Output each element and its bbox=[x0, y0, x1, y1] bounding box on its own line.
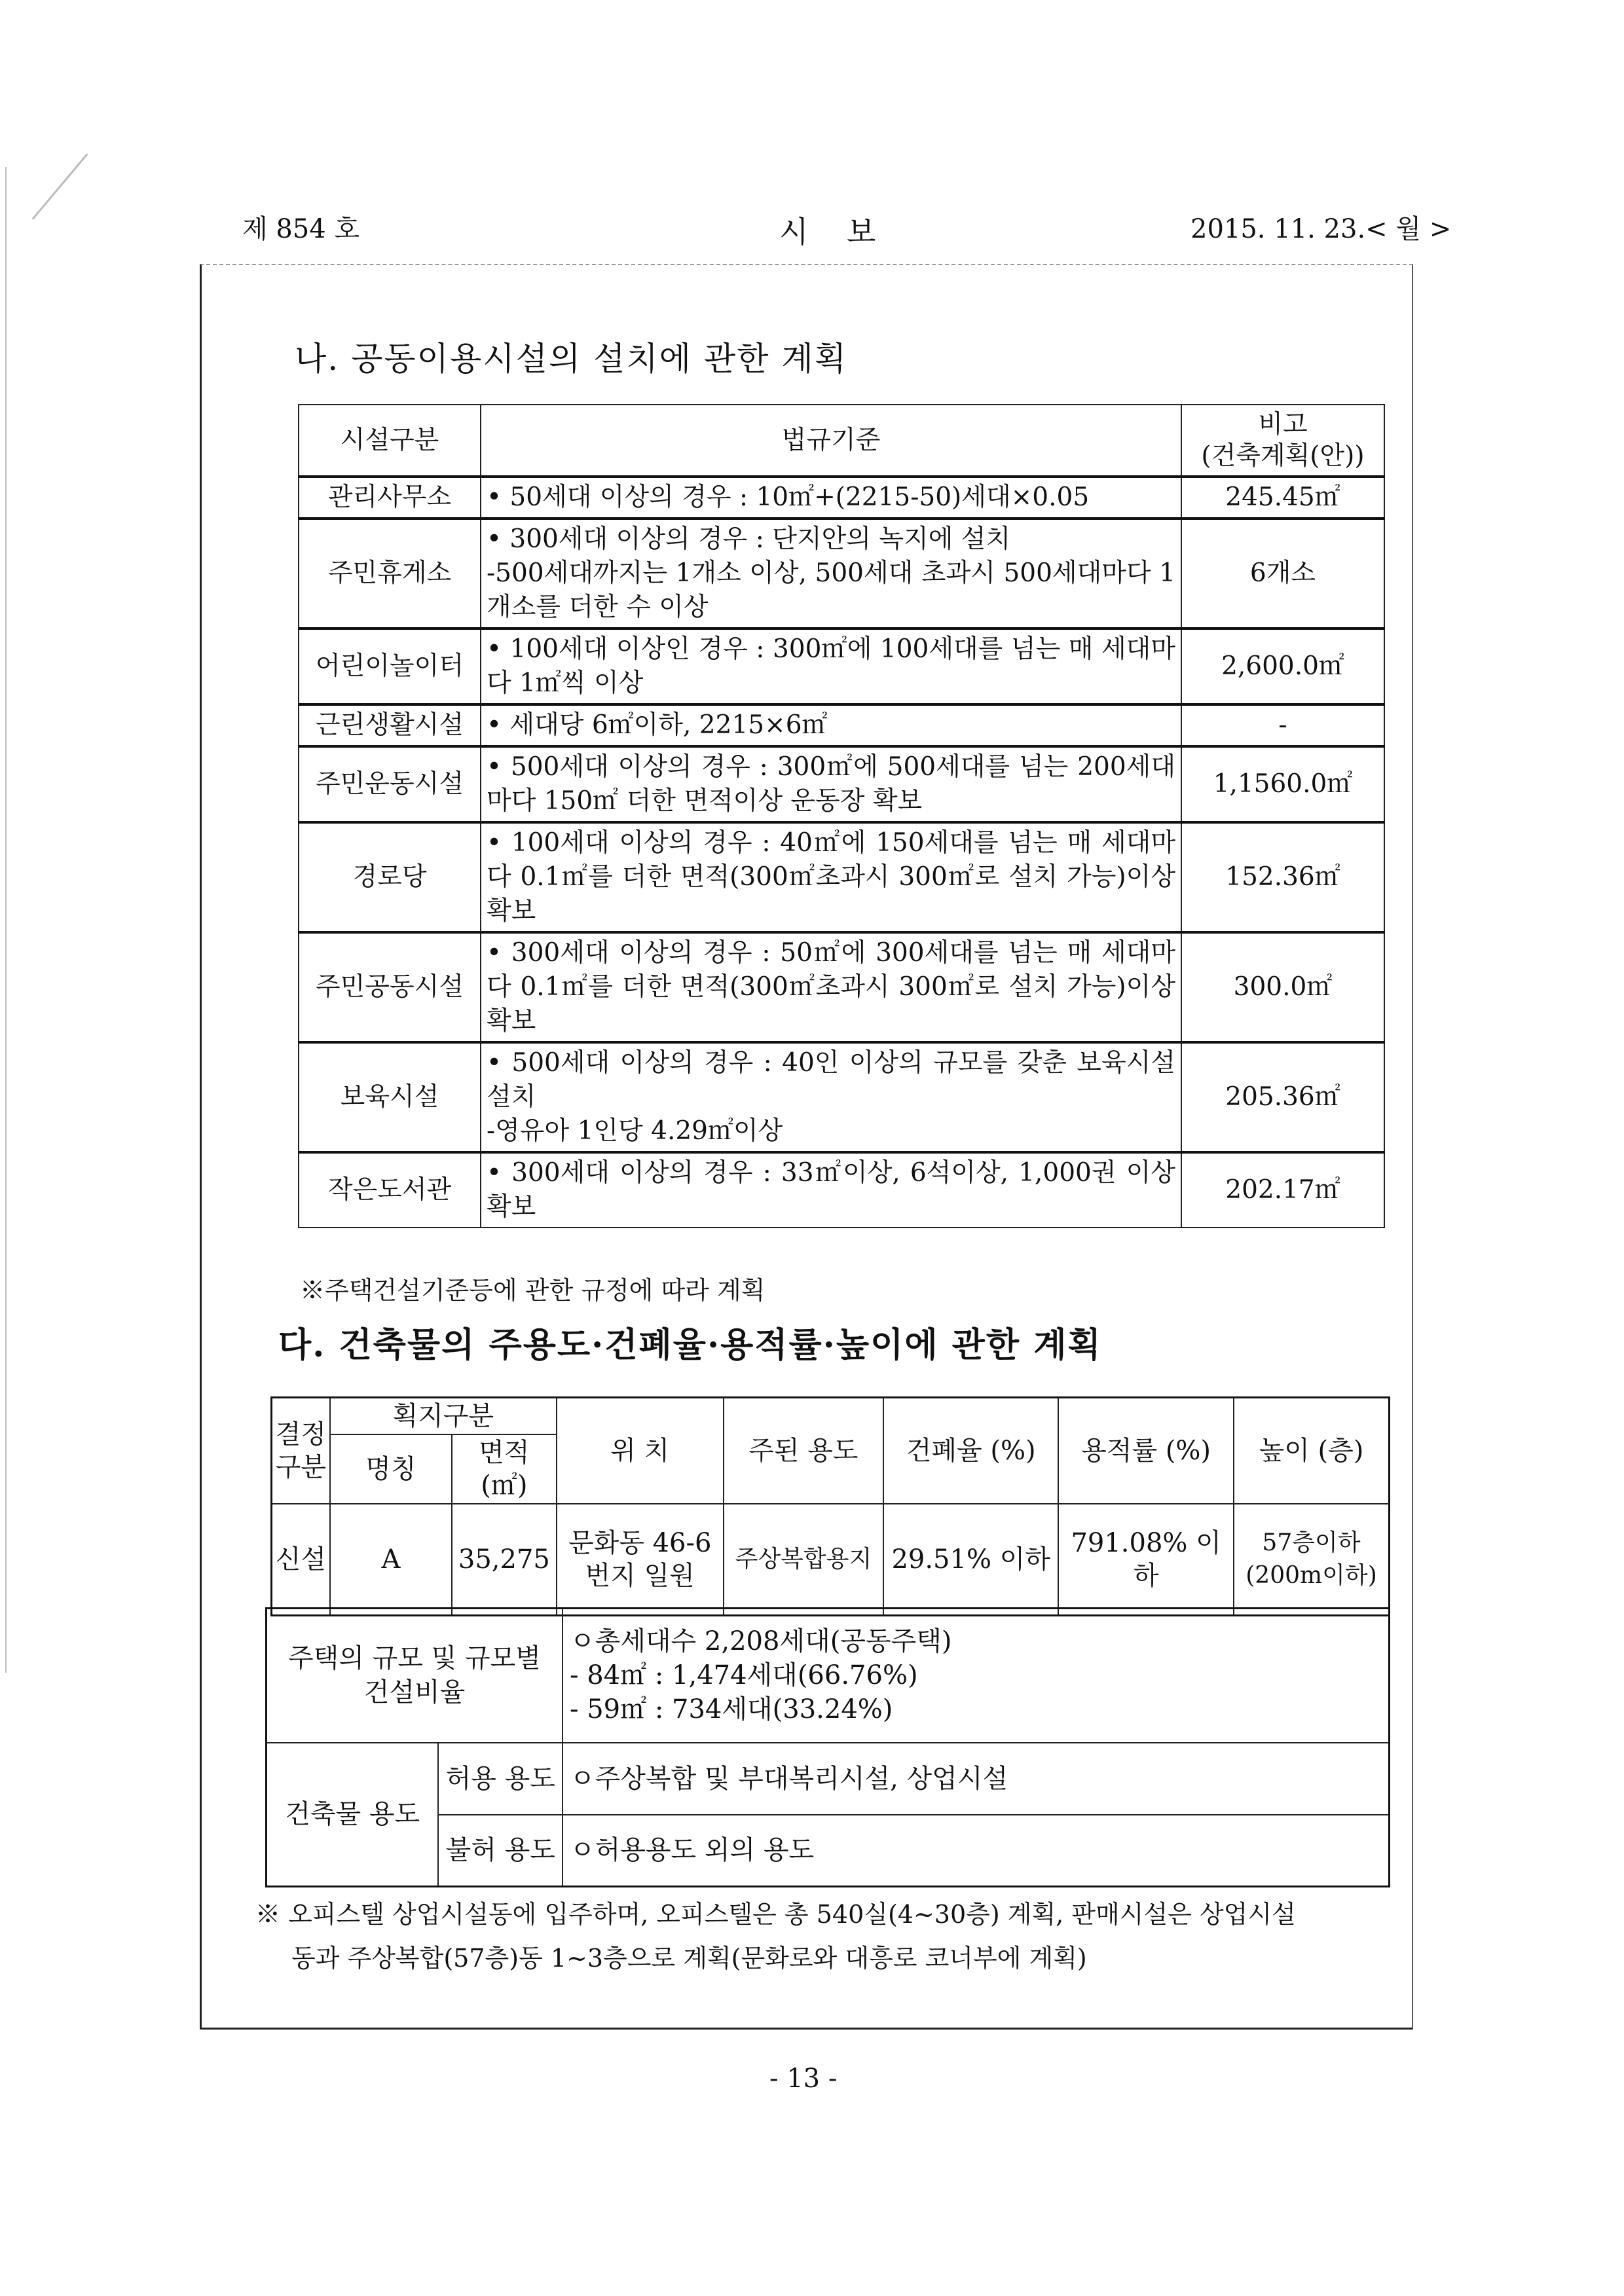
building-use-label: 건축물 용도 bbox=[267, 1743, 439, 1887]
facility-remark: 152.36㎡ bbox=[1181, 822, 1384, 932]
cell-decision: 신설 bbox=[272, 1504, 330, 1615]
col-header-criteria: 법규기준 bbox=[481, 405, 1181, 477]
cell-height: 57층이하 (200m이하) bbox=[1234, 1504, 1390, 1615]
criteria-line: -500세대까지는 1개소 이상, 500세대 초과시 500세대마다 1개소를 더한 수 이상 bbox=[487, 558, 1175, 622]
housing-and-use-table bbox=[265, 1607, 1390, 1887]
facility-name: 어린이놀이터 bbox=[299, 629, 481, 704]
section-da-footnote-1: ※ 오피스텔 상업시설동에 입주하며, 오피스텔은 총 540실(4~30층) 계획, 판매시설은 상업시설 bbox=[255, 1900, 1296, 1929]
cell-far: 791.08% 이하 bbox=[1058, 1504, 1234, 1615]
facility-criteria bbox=[481, 746, 1181, 822]
table-header-row bbox=[272, 1398, 1390, 1435]
facility-remark: 300.0㎡ bbox=[1181, 932, 1384, 1042]
col-header-area: 면적 (㎡) bbox=[452, 1434, 557, 1504]
table-row bbox=[299, 822, 1384, 932]
cell-bcr: 29.51% 이하 bbox=[883, 1504, 1058, 1615]
disallowed-use-text: ㅇ허용용도 외의 용도 bbox=[563, 1815, 1390, 1887]
table-row bbox=[299, 1152, 1384, 1228]
disallowed-use-label: 불허 용도 bbox=[438, 1815, 563, 1887]
table-row bbox=[299, 746, 1384, 822]
cell-use: 주상복합용지 bbox=[724, 1504, 884, 1615]
cell-area: 35,275 bbox=[452, 1504, 557, 1615]
facility-remark: 205.36㎡ bbox=[1181, 1042, 1384, 1152]
scan-edge-line bbox=[32, 153, 88, 220]
facility-remark: 6개소 bbox=[1181, 519, 1384, 629]
facility-name: 주민운동시설 bbox=[299, 746, 481, 822]
common-facilities-table bbox=[298, 404, 1385, 1228]
building-use-plan-table bbox=[270, 1396, 1390, 1616]
section-na-title: 나. 공동이용시설의 설치에 관한 계획 bbox=[295, 340, 847, 378]
col-header-name: 명칭 bbox=[330, 1434, 452, 1504]
criteria-line: • 300세대 이상의 경우 : 33㎡이상, 6석이상, 1,000권 이상 확보 bbox=[487, 1156, 1175, 1224]
table-row bbox=[299, 629, 1384, 704]
facility-remark: 1,1560.0㎡ bbox=[1181, 746, 1384, 822]
col-header-decision: 결정 구분 bbox=[272, 1398, 330, 1504]
facility-name: 주민공동시설 bbox=[299, 932, 481, 1042]
facility-remark: - bbox=[1181, 704, 1384, 746]
allowed-use-label: 허용 용도 bbox=[438, 1743, 563, 1815]
facility-criteria bbox=[481, 704, 1181, 746]
table-row bbox=[299, 1042, 1384, 1152]
issue-number: 제 854 호 bbox=[242, 214, 360, 244]
criteria-line: • 100세대 이상의 경우 : 40㎡에 150세대를 넘는 매 세대마다 0.1㎡를 더한 면적(300㎡초과시 300㎡로 설치 가능)이상 확보 bbox=[487, 826, 1175, 928]
facility-criteria bbox=[481, 822, 1181, 932]
table-row bbox=[299, 477, 1384, 519]
col-header-lot: 획지구분 bbox=[330, 1398, 557, 1435]
table-row bbox=[272, 1504, 1390, 1615]
facility-criteria bbox=[481, 1152, 1181, 1228]
cell-location: 문화동 46-6번지 일원 bbox=[557, 1504, 724, 1615]
criteria-line: • 300세대 이상의 경우 : 단지안의 녹지에 설치 bbox=[487, 522, 1175, 556]
criteria-line: • 세대당 6㎡이하, 2215×6㎡ bbox=[487, 708, 1175, 742]
publication-title: 시 보 bbox=[779, 214, 876, 249]
col-header-bcr: 건폐율 (%) bbox=[883, 1398, 1058, 1504]
criteria-line: • 50세대 이상의 경우 : 10㎡+(2215-50)세대×0.05 bbox=[487, 481, 1175, 515]
facility-criteria bbox=[481, 629, 1181, 704]
section-na-footnote: ※주택건설기준등에 관한 규정에 따라 계획 bbox=[300, 1276, 766, 1305]
facility-criteria bbox=[481, 932, 1181, 1042]
criteria-line: -영유아 1인당 4.29㎡이상 bbox=[487, 1116, 783, 1146]
scan-margin-line bbox=[5, 167, 7, 1673]
cell-name: A bbox=[330, 1504, 452, 1615]
facility-criteria bbox=[481, 1042, 1181, 1152]
col-header-remark: 비고 (건축계획(안)) bbox=[1181, 405, 1384, 477]
criteria-line: • 100세대 이상인 경우 : 300㎡에 100세대를 넘는 매 세대마다 1㎡씩 이상 bbox=[487, 632, 1175, 701]
page-number: - 13 - bbox=[769, 2064, 838, 2094]
col-header-use: 주된 용도 bbox=[724, 1398, 884, 1504]
facility-name: 작은도서관 bbox=[299, 1152, 481, 1228]
col-header-far: 용적률 (%) bbox=[1058, 1398, 1234, 1504]
table-header-row bbox=[299, 405, 1384, 477]
facility-remark: 202.17㎡ bbox=[1181, 1152, 1384, 1228]
facility-name: 경로당 bbox=[299, 822, 481, 932]
facility-name: 근린생활시설 bbox=[299, 704, 481, 746]
housing-label: 주택의 규모 및 규모별 건설비율 bbox=[267, 1609, 563, 1743]
publication-date: 2015. 11. 23.< 월 > bbox=[1190, 214, 1452, 244]
section-da-title: 다. 건축물의 주용도·건폐율·용적률·높이에 관한 계획 bbox=[278, 1325, 1102, 1365]
col-header-facility: 시설구분 bbox=[299, 405, 481, 477]
housing-row bbox=[267, 1609, 1390, 1743]
facility-name: 보육시설 bbox=[299, 1042, 481, 1152]
section-da-footnote-2: 동과 주상복합(57층)동 1~3층으로 계획(문화로와 대흥로 코너부에 계획) bbox=[291, 1944, 1087, 1973]
facility-name: 관리사무소 bbox=[299, 477, 481, 519]
table-row bbox=[299, 704, 1384, 746]
facility-name: 주민휴게소 bbox=[299, 519, 481, 629]
criteria-line: • 500세대 이상의 경우 : 40인 이상의 규모를 갖춘 보육시설 설치 bbox=[487, 1046, 1175, 1114]
facility-criteria bbox=[481, 519, 1181, 629]
facility-criteria bbox=[481, 477, 1181, 519]
criteria-line: • 300세대 이상의 경우 : 50㎡에 300세대를 넘는 매 세대마다 0.1㎡를 더한 면적(300㎡초과시 300㎡로 설치 가능)이상 확보 bbox=[487, 936, 1175, 1038]
allowed-use-row bbox=[267, 1743, 1390, 1815]
table-row bbox=[299, 519, 1384, 629]
criteria-line: • 500세대 이상의 경우 : 300㎡에 500세대를 넘는 200세대마다 150㎡ 더한 면적이상 운동장 확보 bbox=[487, 750, 1175, 818]
facility-remark: 2,600.0㎡ bbox=[1181, 629, 1384, 704]
table-row bbox=[299, 932, 1384, 1042]
allowed-use-text: ㅇ주상복합 및 부대복리시설, 상업시설 bbox=[563, 1743, 1390, 1815]
housing-detail: ㅇ총세대수 2,208세대(공동주택) - 84㎡ : 1,474세대(66.76%) - 59㎡ : 734세대(33.24%) bbox=[563, 1609, 1390, 1743]
col-header-height: 높이 (층) bbox=[1234, 1398, 1390, 1504]
facility-remark: 245.45㎡ bbox=[1181, 477, 1384, 519]
col-header-location: 위 치 bbox=[557, 1398, 724, 1504]
